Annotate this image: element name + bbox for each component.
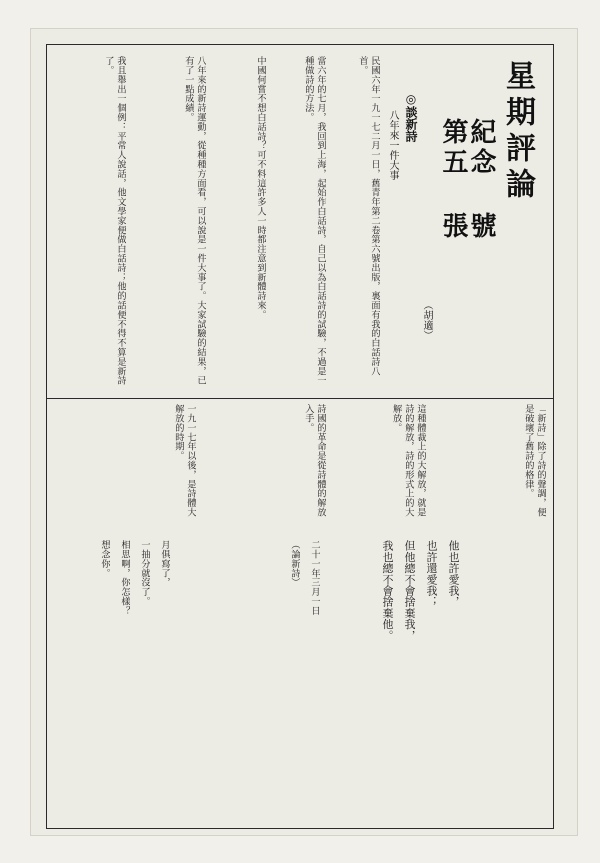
mid-column-4: 一九一七年以後，是詩體大解放的時期。 — [172, 404, 196, 517]
mid-column-3: 詩國的革命是從詩體的解放入手。 — [302, 404, 326, 517]
middle-rule — [46, 398, 554, 399]
mid-column-2: 這種體裁上的大解放，就是詩的解放，詩的形式上的大解放。 — [390, 404, 426, 517]
quote-line-2: （論新詩） — [289, 540, 300, 587]
top-rule — [46, 44, 554, 45]
footnote-2: 一抽分就沒了。 — [139, 540, 150, 606]
section-label: ◎談新詩 — [404, 92, 418, 142]
top-column-2: 當六年的七月，我回到上海，起始作白話詩，自己以為白話詩的試驗，不過是一種做詩的方法。 — [302, 56, 326, 385]
bottom-rule — [46, 828, 554, 829]
top-column-4: 八年來的新詩運動，從種種方面看，可以說是一件大事了。大家試驗的結果，已有了一點成績。 — [182, 56, 206, 385]
section-sub: （胡適） — [421, 300, 432, 340]
poem-line-3: 但他總不會捨棄我， — [403, 540, 416, 641]
mid-column-1: 「新詩」除了詩的聲調，便是破壞了舊詩的格律。 — [522, 404, 546, 517]
top-column-1: 民國六年一九一七二月一日，舊青年第二卷第六號出版，裏面有我的白話詩八首。 — [356, 56, 380, 376]
left-rule — [46, 44, 47, 828]
issue-label-3: 號 — [466, 212, 496, 238]
right-rule — [553, 44, 554, 828]
poem-line-1: 他也許愛我， — [447, 540, 460, 608]
issue-label-2: 第五 — [438, 118, 468, 178]
journal-title: 星期評論 — [500, 60, 535, 204]
poem-line-4: 我也總不會捨棄他。 — [381, 540, 394, 641]
quote-line-1: 二十一年三月一日 — [309, 540, 320, 616]
issue-label-1: 紀念 — [466, 118, 496, 178]
top-column-5: 我且舉出一個例：平常人說話，他文學家便做白話詩；他的話便不得不算是新詩了。 — [102, 56, 126, 385]
footnote-1: 月俱寫了， — [159, 540, 170, 587]
footnote-4: 想念你。 — [99, 540, 110, 578]
poem-line-2: 也許還愛我； — [425, 540, 438, 608]
top-column-3: 中國何嘗不想白話詩？可不料這許多人一時都注意到新體詩來。 — [255, 56, 266, 320]
footnote-3: 相思啊，你怎樣？ — [119, 540, 130, 616]
issue-label-4: 張 — [438, 212, 468, 238]
essay-subtitle: 八年來一件大事 — [387, 110, 398, 180]
